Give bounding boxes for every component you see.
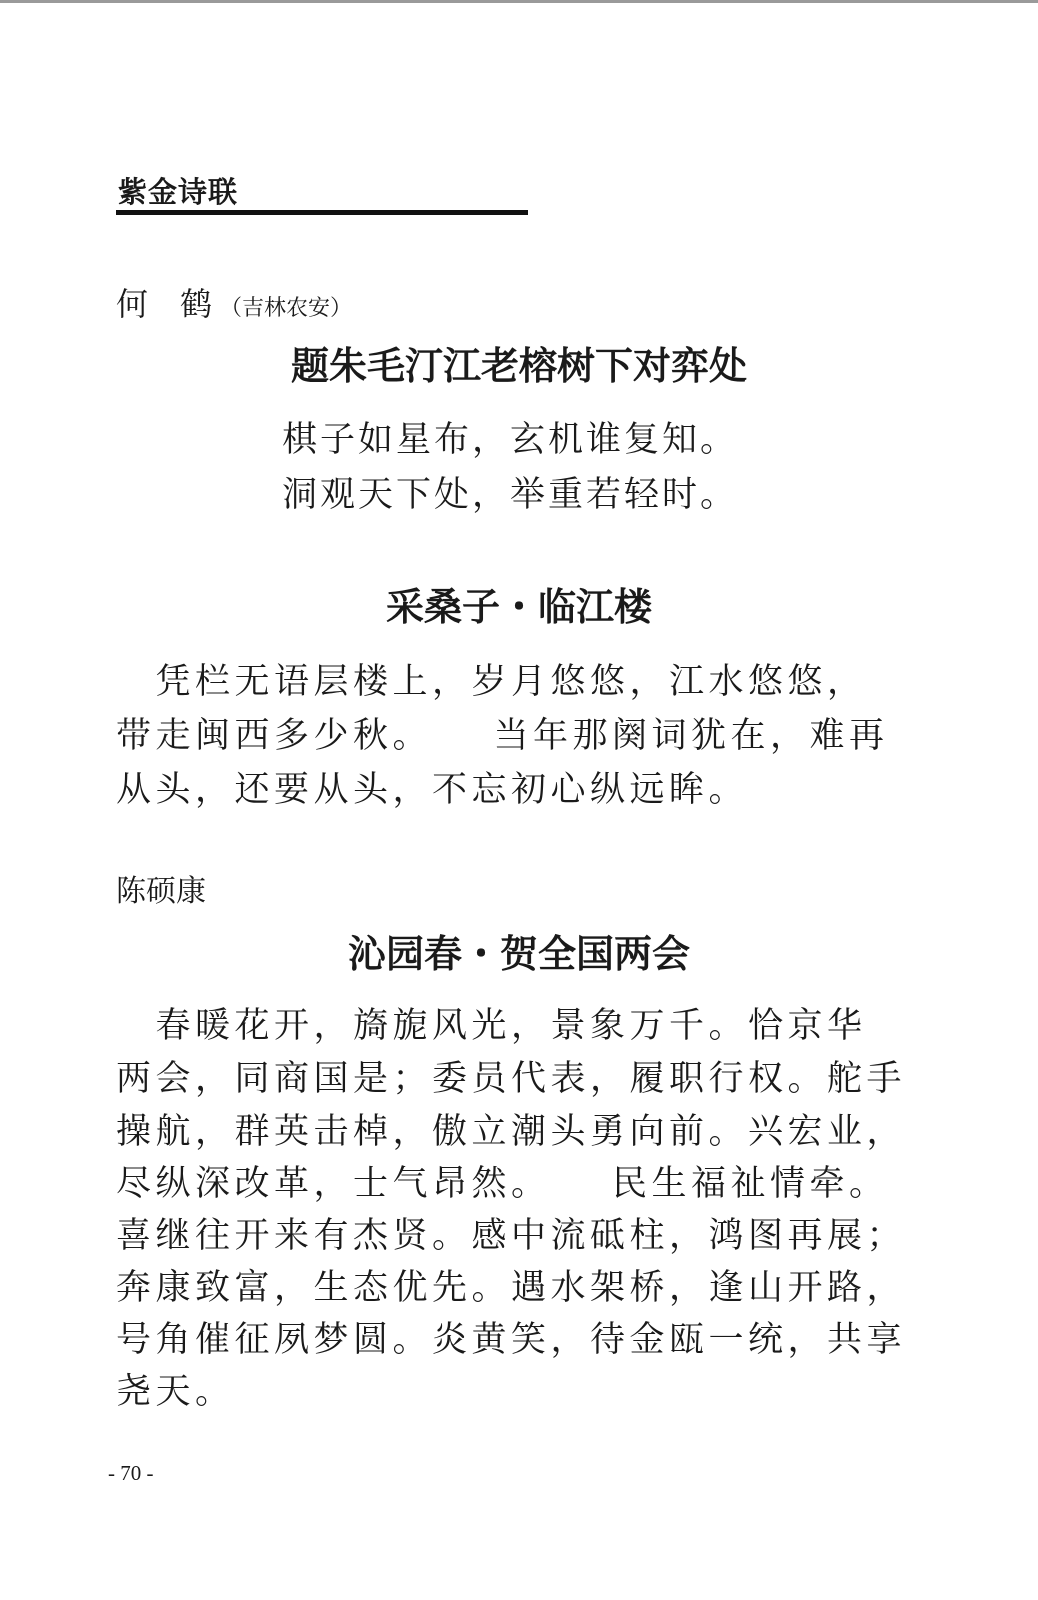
- page-top-edge: [0, 0, 1038, 3]
- poem-line: 棋子如星布，玄机谁复知。: [282, 420, 739, 460]
- poem-line: 凭栏无语层楼上，岁月悠悠，江水悠悠，: [116, 662, 867, 702]
- poem-line: 奔康致富，生态优先。遇水架桥，逢山开路，: [116, 1268, 907, 1308]
- poem-line: 操航，群英击棹，傲立潮头勇向前。兴宏业，: [116, 1112, 907, 1152]
- poem-line: 号角催征夙梦圆。炎黄笑，待金瓯一统，共享: [116, 1320, 907, 1360]
- author-name: 陈硕康: [116, 874, 206, 909]
- page-number: - 70 -: [108, 1461, 154, 1485]
- poem-line: 春暖花开，旖旎风光，景象万千。恰京华: [116, 1006, 867, 1046]
- poem-line: 从头，还要从头，不忘初心纵远眸。: [116, 770, 749, 810]
- header-rule: [116, 210, 528, 215]
- author-line: [116, 872, 206, 912]
- poem-line: 带走闽西多少秋。 当年那阕词犹在，难再: [116, 716, 889, 756]
- poem-line: 洞观天下处，举重若轻时。: [282, 475, 739, 515]
- poem-line: 尽纵深改革，士气昂然。 民生福祉情牵。: [116, 1164, 889, 1204]
- poem-title: 沁园春・贺全国两会: [347, 931, 690, 976]
- poem-title: 题朱毛汀江老榕树下对弈处: [290, 343, 747, 388]
- author-line: [116, 284, 352, 329]
- author-name: 何 鹤: [116, 285, 213, 323]
- author-location: （吉林农安）: [220, 296, 353, 321]
- poem-line: 两会，同商国是；委员代表，履职行权。舵手: [116, 1059, 907, 1099]
- publication-title: 紫金诗联: [118, 175, 239, 209]
- poem-line: 喜继往开来有杰贤。感中流砥柱，鸿图再展；: [116, 1216, 907, 1256]
- running-header: [116, 174, 528, 215]
- poem-title: 采桑子・临江楼: [385, 584, 652, 629]
- poem-line: 尧天。: [116, 1372, 235, 1412]
